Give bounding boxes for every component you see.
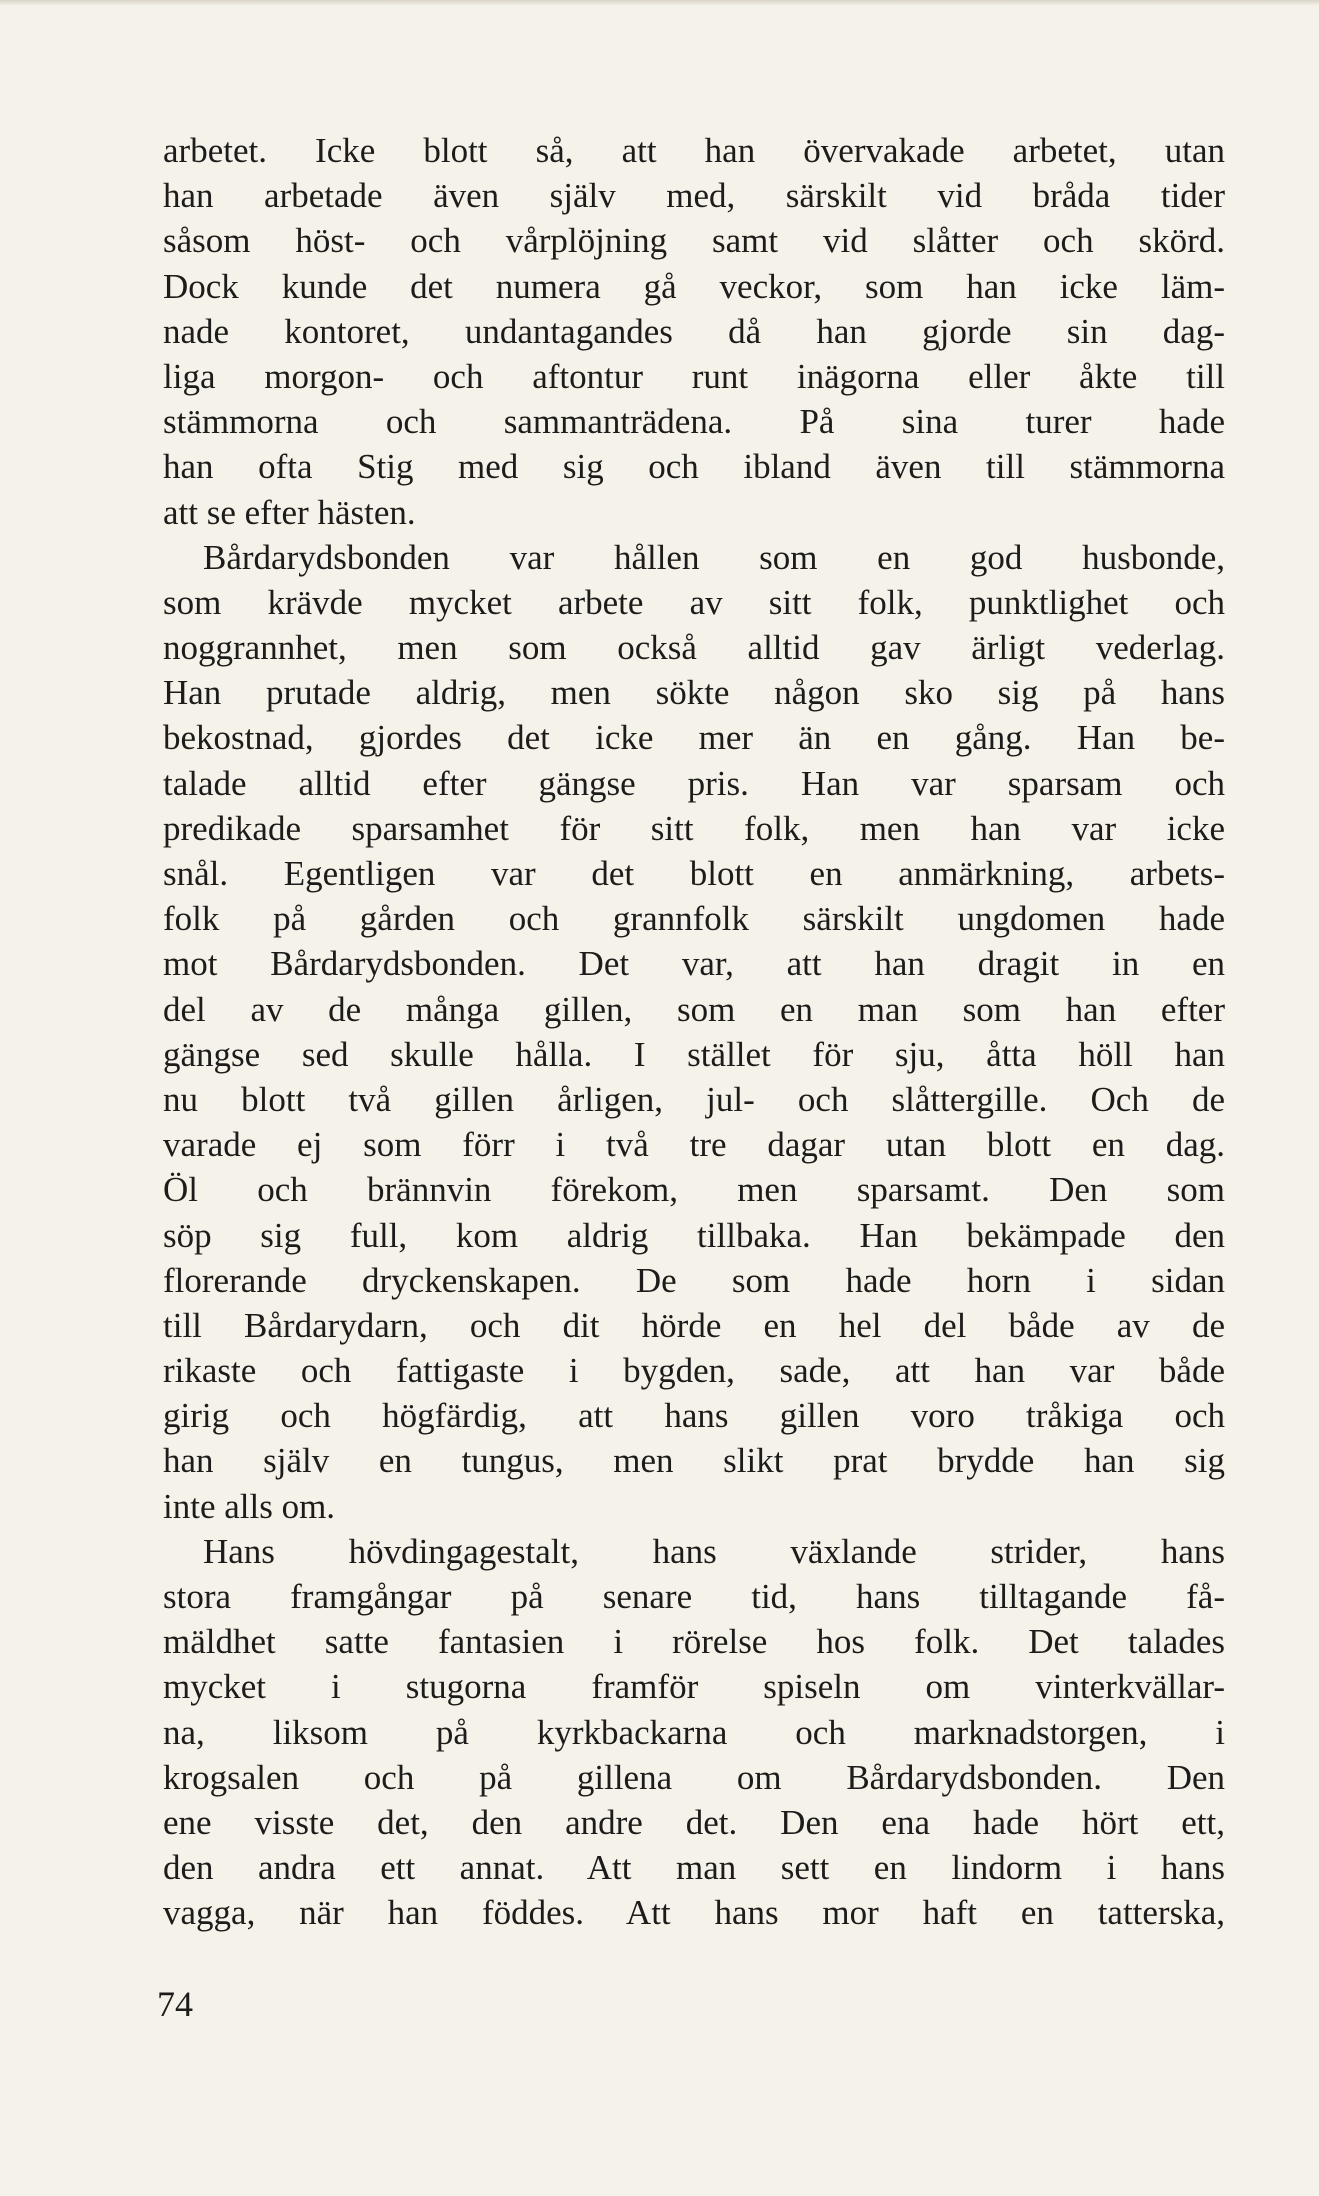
text-line: vagga, när han föddes. Att hans mor haft en tatterska,: [163, 1893, 1225, 1933]
text-line: han själv en tungus, men slikt prat brydde han sig: [163, 1441, 1225, 1481]
text-line: nade kontoret, undantagandes då han gjorde sin dag-: [163, 311, 1225, 351]
text-line: söp sig full, kom aldrig tillbaka. Han bekämpade den: [163, 1215, 1225, 1255]
text-line: folk på gården och grannfolk särskilt ungdomen hade: [163, 899, 1225, 939]
text-line: till Bårdarydarn, och dit hörde en hel del både av de: [163, 1305, 1225, 1345]
text-line: inte alls om.: [163, 1486, 336, 1526]
text-line: stämmorna och sammanträdena. På sina turer hade: [163, 402, 1225, 442]
text-line: Dock kunde det numera gå veckor, som han icke läm-: [163, 266, 1225, 306]
text-line: varade ej som förr i två tre dagar utan blott en dag.: [163, 1125, 1225, 1165]
text-line: predikade sparsamhet för sitt folk, men han var icke: [163, 808, 1225, 848]
text-line: som krävde mycket arbete av sitt folk, punktlighet och: [163, 582, 1225, 622]
body-text: [163, 128, 1225, 1936]
text-line: rikaste och fattigaste i bygden, sade, att han var både: [163, 1351, 1225, 1391]
text-line: arbetet. Icke blott så, att han övervakade arbetet, utan: [163, 131, 1225, 170]
text-line: stora framgångar på senare tid, hans tilltagande få-: [163, 1577, 1225, 1616]
text-line: bekostnad, gjordes det icke mer än en gång. Han be-: [163, 718, 1225, 758]
text-line: del av de många gillen, som en man som han efter: [163, 989, 1225, 1029]
text-line: talade alltid efter gängse pris. Han var sparsam och: [163, 763, 1225, 803]
text-line: den andra ett annat. Att man sett en lindorm i hans: [163, 1848, 1225, 1888]
text-line: liga morgon- och aftontur runt inägorna eller åkte till: [163, 356, 1225, 396]
text-line: noggrannhet, men som också alltid gav ärligt vederlag.: [163, 628, 1225, 668]
page-top-edge: [0, 0, 1319, 6]
text-line: Hans hövdingagestalt, hans växlande strider, hans: [203, 1531, 1225, 1571]
text-line: Bårdarydsbonden var hållen som en god husbonde,: [203, 537, 1225, 577]
text-line: krogsalen och på gillena om Bårdarydsbonden. Den: [163, 1757, 1225, 1797]
text-line: ene visste det, den andre det. Den ena hade hört ett,: [163, 1802, 1225, 1842]
text-line: Öl och brännvin förekom, men sparsamt. Den som: [163, 1170, 1225, 1210]
text-line: mot Bårdarydsbonden. Det var, att han dragit in en: [163, 944, 1225, 984]
text-line: mäldhet satte fantasien i rörelse hos folk. Det talades: [163, 1622, 1225, 1662]
text-line: nu blott två gillen årligen, jul- och slåttergille. Och de: [163, 1079, 1225, 1119]
text-line: snål. Egentligen var det blott en anmärkning, arbets-: [163, 854, 1225, 893]
text-line: Han prutade aldrig, men sökte någon sko sig på hans: [163, 673, 1225, 713]
text-line: såsom höst- och vårplöjning samt vid slåtter och skörd.: [163, 221, 1225, 261]
text-line: att se efter hästen.: [163, 492, 416, 532]
text-line: mycket i stugorna framför spiseln om vinterkvällar-: [163, 1667, 1225, 1707]
page-number: 74: [157, 1984, 193, 2024]
text-line: florerande dryckenskapen. De som hade horn i sidan: [163, 1260, 1225, 1300]
text-line: han arbetade även själv med, särskilt vid bråda tider: [163, 176, 1225, 216]
text-line: han ofta Stig med sig och ibland även till stämmorna: [163, 447, 1225, 487]
text-line: gängse sed skulle hålla. I stället för sju, åtta höll han: [163, 1034, 1225, 1074]
text-line: girig och högfärdig, att hans gillen voro tråkiga och: [163, 1396, 1225, 1436]
text-line: na, liksom på kyrkbackarna och marknadstorgen, i: [163, 1712, 1225, 1752]
